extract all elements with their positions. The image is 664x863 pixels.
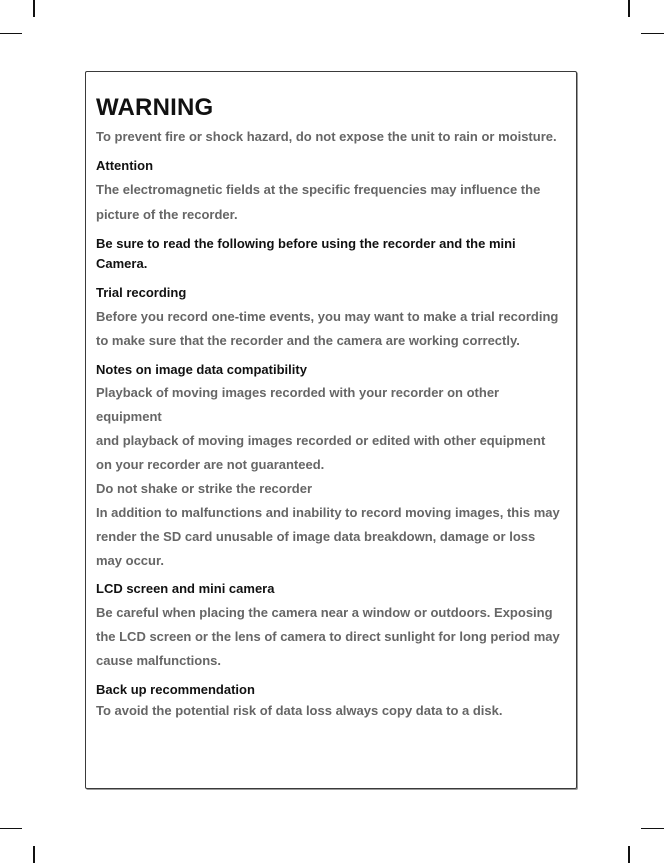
compatibility-text-line: Playback of moving images recorded with your recorder on other — [96, 385, 500, 400]
crop-mark-top-left-horizontal — [0, 33, 22, 34]
section-heading-read-first: Be sure to read the following before using the recorder and the mini — [96, 236, 516, 251]
section-heading-lcd-screen: LCD screen and mini camera — [96, 581, 275, 596]
backup-text-line: To avoid the potential risk of data loss always copy data to a disk. — [96, 703, 503, 718]
lcd-screen-text-line: the LCD screen or the lens of camera to direct sunlight for long period may — [96, 629, 560, 644]
shake-warning-line: In addition to malfunctions and inability to record moving images, this may — [96, 505, 560, 520]
section-heading-compatibility: Notes on image data compatibility — [96, 362, 307, 377]
warning-panel — [85, 71, 577, 789]
shake-warning-line: Do not shake or strike the recorder — [96, 481, 313, 496]
section-heading-backup: Back up recommendation — [96, 682, 255, 697]
attention-text-line: The electromagnetic fields at the specific frequencies may influence the — [96, 182, 541, 197]
crop-mark-bottom-right-horizontal — [641, 828, 664, 829]
shake-warning-line: render the SD card unusable of image data breakdown, damage or loss — [96, 529, 536, 544]
warning-text: To prevent fire or shock hazard, do not expose the unit to rain or moisture. — [96, 129, 557, 144]
crop-mark-bottom-left-vertical — [33, 846, 35, 863]
trial-recording-text-line: to make sure that the recorder and the camera are working correctly. — [96, 333, 520, 348]
attention-text-line: picture of the recorder. — [96, 207, 238, 222]
crop-mark-bottom-right-vertical — [628, 846, 630, 863]
warning-title: WARNING — [96, 94, 214, 121]
shake-warning-line: may occur. — [96, 553, 164, 568]
crop-mark-top-right-horizontal — [641, 33, 664, 34]
compatibility-text-line: equipment — [96, 409, 162, 424]
section-heading-trial-recording: Trial recording — [96, 285, 187, 300]
compatibility-text-line: and playback of moving images recorded or edited with other equipment — [96, 433, 546, 448]
section-heading-read-first: Camera. — [96, 256, 148, 271]
section-heading-attention: Attention — [96, 158, 154, 173]
lcd-screen-text-line: Be careful when placing the camera near a window or outdoors. Exposing — [96, 605, 553, 620]
crop-mark-bottom-left-horizontal — [0, 828, 22, 829]
lcd-screen-text-line: cause malfunctions. — [96, 653, 221, 668]
trial-recording-text-line: Before you record one-time events, you may want to make a trial recording — [96, 309, 559, 324]
crop-mark-top-right-vertical — [628, 0, 630, 17]
crop-mark-top-left-vertical — [33, 0, 35, 17]
compatibility-text-line: on your recorder are not guaranteed. — [96, 457, 325, 472]
